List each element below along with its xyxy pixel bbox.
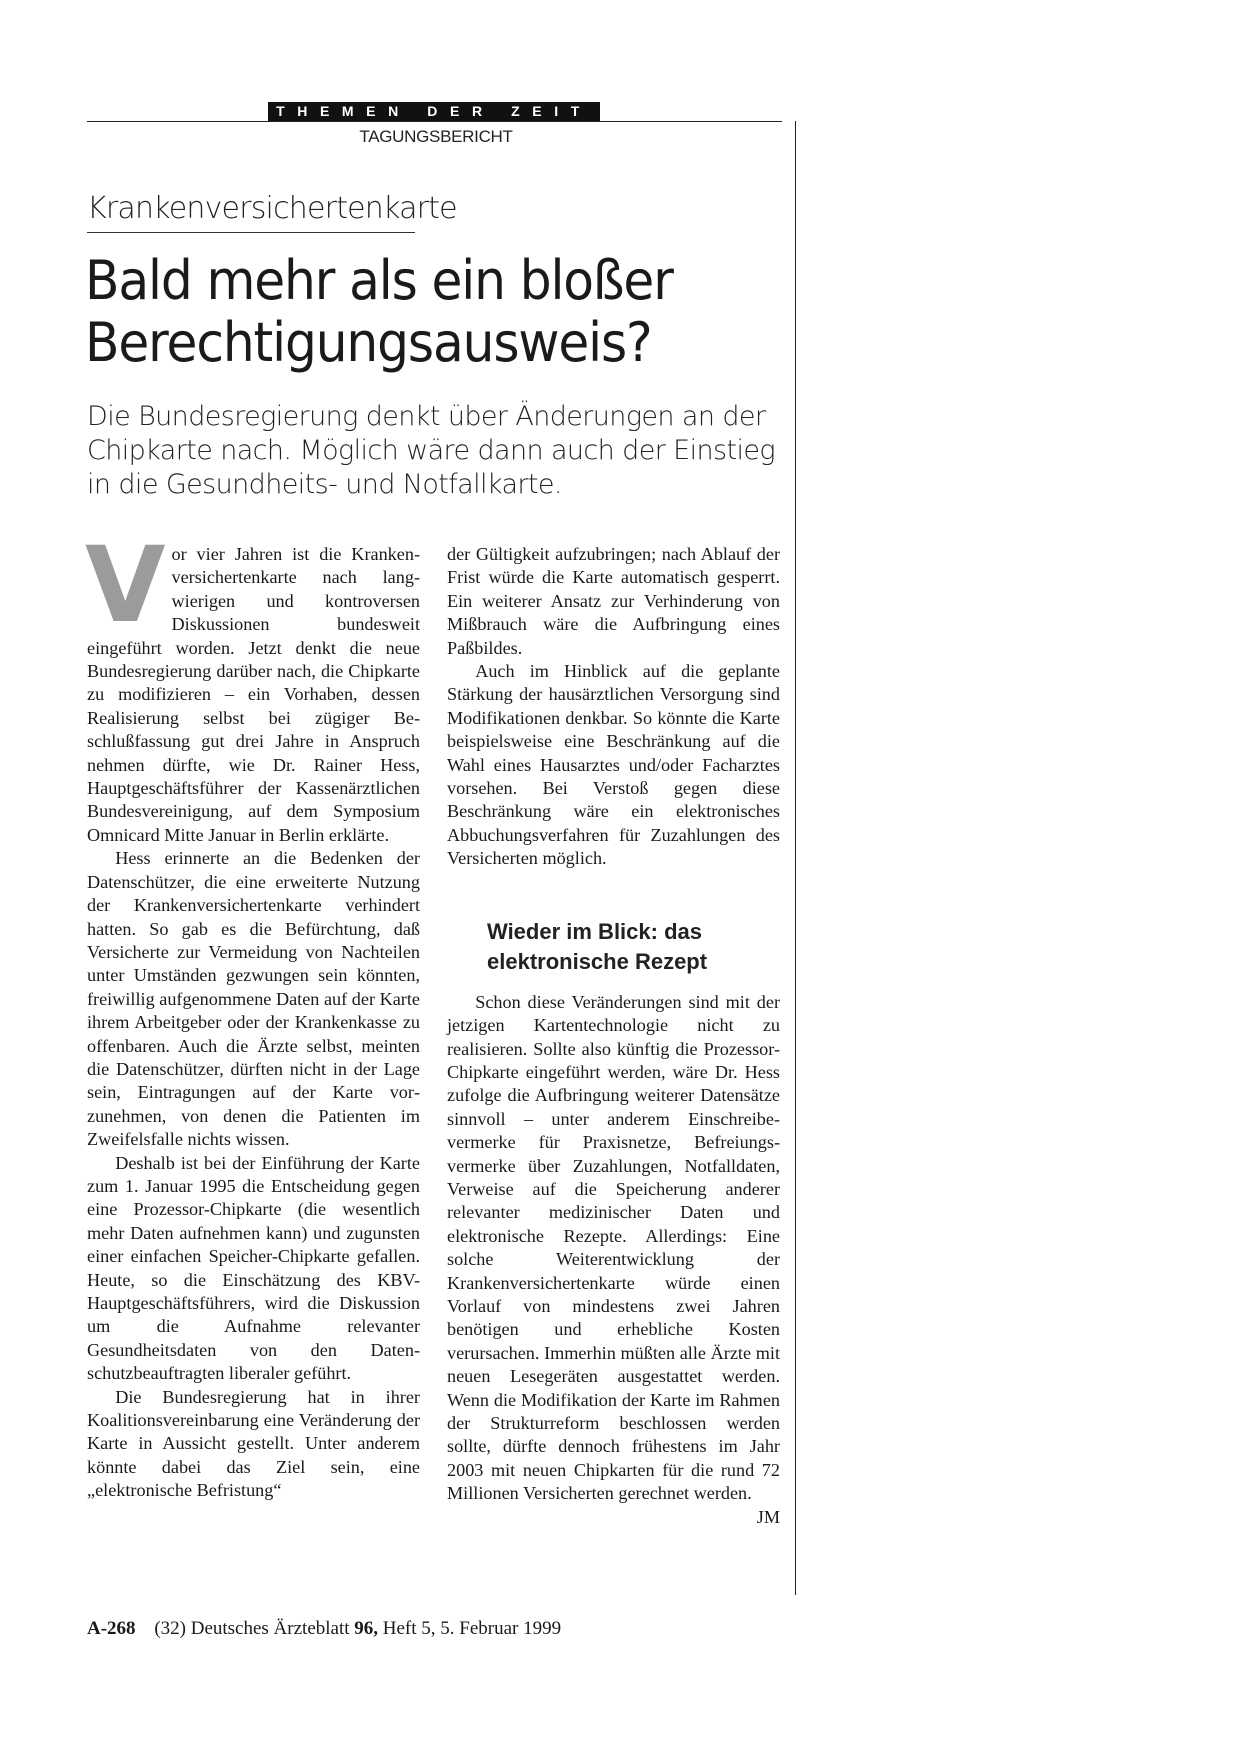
- article-kicker: Krankenversichertenkarte: [87, 191, 457, 226]
- body-paragraph: Die Bundesregierung hat in ihrer Koalitionsvereinbarung eine Veränderung der Karte in Aussicht gestellt. Unter anderem könnte dabei das Ziel sein, eine „elektronische Befristung“: [87, 1386, 420, 1501]
- body-paragraph: Hess erinnerte an die Bedenken der Datenschützer, die eine erweiterte Nutzung der Krankenversichertenkarte verhindert hatten. So gab es die Befürchtung, daß Versicherte zur Vermeidung von Nachteilen unter Umständen gezwungen sein könnten, freiwillig aufgenommene Daten auf der Karte ihrem Arbeitgeber oder der Krankenkasse zu offenbaren. Auch die Ärzte selbst, meinten die Datenschützer, dürften nicht in der Lage sein, Eintragungen auf der Karte vorzunehmen, von denen die Patienten im Zweifelsfalle nichts wissen.: [87, 848, 420, 1150]
- section-subheading: [487, 917, 780, 977]
- subsection-label: TAGUNGSBERICHT: [359, 127, 513, 146]
- subheading-line: elektronische Rezept: [487, 948, 708, 974]
- issue-date: Heft 5, 5. Februar 1999: [382, 1618, 562, 1639]
- lede-line: in die Gesundheits- und Notfallkarte.: [87, 469, 562, 500]
- body-paragraph: Auch im Hinblick auf die geplante Stärkung der hausärztlichen Versorgung sind Modifikationen denkbar. So könnte die Karte beispielsweise eine Beschränkung auf die Wahl eines Hausarztes und/oder Facharztes vorsehen. Bei Verstoß gegen diese Beschränkung wäre ein elektronisches Abbuchungsverfahren für Zuzahlungen des Versicherten möglich.: [447, 661, 780, 869]
- section-label: THEMEN DER ZEIT: [268, 102, 600, 121]
- page-number: A-268: [87, 1618, 136, 1639]
- paragraph-text: or vier Jahren ist die Krankenversichertenkarte nach langwierigen und kontroversen Diskussionen bundesweit eingeführt worden. Jetzt denkt die neue Bundesregierung darüber nach, die Chipkarte zu modifizieren – ein Vorhaben, dessen Realisierung selbst bei zügiger Beschlußfassung gut drei Jahre in Anspruch nehmen dürfte, wie Dr. Rainer Hess, Hauptgeschäftsführer der Kassenärztlichen Bundesvereinigung, auf dem Symposium Omnicard Mitte Januar in Berlin erklärte.: [87, 544, 420, 845]
- page-footer: [87, 1618, 561, 1640]
- body-column-right: [447, 543, 780, 1529]
- kicker-underline: [87, 232, 415, 233]
- body-paragraph: [85, 524, 420, 847]
- article-headline: [85, 250, 736, 374]
- paragraph-text: Schon diese Veränderungen sind mit der jetzigen Kartentechnologie nicht zu realisieren. Sollte also künftig die Prozessor-Chipkarte eingeführt werden, wäre Dr. Hess zufolge die Aufbringung weiterer Datensätze sinnvoll – unter anderem Einschreibevermerke für Praxisnetze, Befreiungsvermerke über Zuzahlungen, Notfalldaten, Verweise auf die Speicherung anderer relevanter medizinischer Daten und elektronische Rezepte. Allerdings: Eine solche Weiterentwicklung der Krankenversichertenkarte würde einen Vorlauf von mindestens zwei Jahren benötigen und erhebliche Kosten verursachen. Immerhin müßten alle Ärzte mit neuen Lesegeräten ausgestattet werden. Wenn die Modifikation der Karte im Rahmen der Strukturreform beschlossen werden sollte, dürfte dennoch frühestens im Jahr 2003 mit neuen Chipkarten für die rund 72 Millionen Versicherten gerechnet werden.: [447, 991, 780, 1504]
- headline-line: Berechtigungsausweis?: [85, 311, 652, 374]
- body-paragraph: der Gültigkeit aufzubringen; nach Ablauf der Frist würde die Karte automatisch gesperrt. Ein weiterer Ansatz zur Verhinderung von Mißbrauch wäre die Aufbringung eines Paßbildes.: [447, 544, 780, 658]
- body-column-left: [85, 524, 420, 1503]
- subheading-line: Wieder im Blick: das: [487, 918, 702, 944]
- lede-line: Chipkarte nach. Möglich wäre dann auch der Einstieg: [87, 435, 776, 466]
- article-lede: [87, 400, 787, 502]
- drop-cap: V: [85, 524, 166, 646]
- headline-line: Bald mehr als ein bloßer: [85, 249, 673, 312]
- column-rule: [795, 121, 796, 1595]
- body-paragraph: [447, 991, 780, 1527]
- publication-source: (32) Deutsches Ärzteblatt: [154, 1618, 350, 1639]
- author-signature: JM: [756, 1506, 780, 1527]
- lede-line: Die Bundesregierung denkt über Änderungen an der: [87, 401, 766, 432]
- header-rule: [87, 121, 782, 122]
- body-paragraph: Deshalb ist bei der Einführung der Karte zum 1. Januar 1995 die Entscheidung gegen eine Prozessor-Chipkarte (die wesentlich mehr Daten aufnehmen kann) und zugunsten einer einfachen Speicher-Chipkarte gefallen. Heute, so die Einschätzung des KBV-Hauptgeschäftsführers, wird die Diskussion um die Aufnahme relevanter Gesundheitsdaten von den Datenschutzbeauftragten liberaler geführt.: [87, 1152, 420, 1384]
- volume-number: 96,: [354, 1618, 379, 1639]
